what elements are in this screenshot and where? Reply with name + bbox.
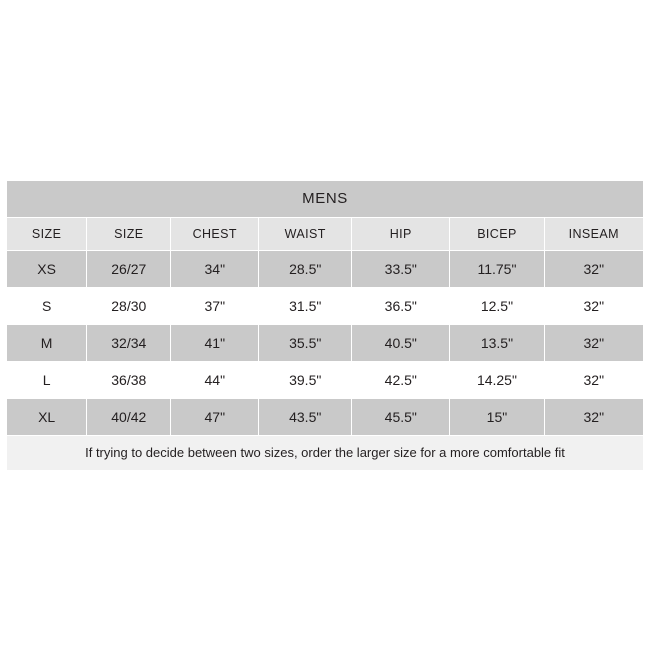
cell-waist: 39.5" [259,361,352,398]
size-chart-table [6,180,644,471]
cell-chest: 34" [171,250,259,287]
table-header-row [7,217,644,250]
size-chart-container [6,180,644,471]
cell-inseam: 32" [544,250,643,287]
column-header-inseam: INSEAM [544,217,643,250]
chart-title-row [7,180,644,217]
cell-hip: 33.5" [352,250,450,287]
column-header-chest: CHEST [171,217,259,250]
cell-hip: 42.5" [352,361,450,398]
cell-inseam: 32" [544,398,643,435]
cell-inseam: 32" [544,287,643,324]
cell-bicep: 11.75" [450,250,544,287]
cell-hip: 40.5" [352,324,450,361]
table-row [7,361,644,398]
column-header-waist: WAIST [259,217,352,250]
cell-waist: 43.5" [259,398,352,435]
cell-size-letter: S [7,287,87,324]
cell-bicep: 12.5" [450,287,544,324]
cell-size-numeric: 28/30 [87,287,171,324]
cell-hip: 36.5" [352,287,450,324]
cell-size-numeric: 36/38 [87,361,171,398]
table-row [7,324,644,361]
cell-size-letter: XS [7,250,87,287]
cell-chest: 47" [171,398,259,435]
column-header-size-letter: SIZE [7,217,87,250]
table-row [7,398,644,435]
cell-chest: 41" [171,324,259,361]
cell-waist: 28.5" [259,250,352,287]
cell-waist: 31.5" [259,287,352,324]
cell-bicep: 14.25" [450,361,544,398]
cell-hip: 45.5" [352,398,450,435]
cell-size-numeric: 40/42 [87,398,171,435]
column-header-size-numeric: SIZE [87,217,171,250]
cell-size-letter: L [7,361,87,398]
cell-inseam: 32" [544,324,643,361]
table-row [7,250,644,287]
cell-waist: 35.5" [259,324,352,361]
cell-inseam: 32" [544,361,643,398]
cell-size-letter: M [7,324,87,361]
cell-size-numeric: 26/27 [87,250,171,287]
cell-bicep: 15" [450,398,544,435]
cell-size-letter: XL [7,398,87,435]
table-row [7,287,644,324]
cell-bicep: 13.5" [450,324,544,361]
chart-footnote: If trying to decide between two sizes, order the larger size for a more comfortable fit [7,435,644,470]
column-header-bicep: BICEP [450,217,544,250]
column-header-hip: HIP [352,217,450,250]
cell-chest: 44" [171,361,259,398]
chart-footnote-row [7,435,644,470]
cell-size-numeric: 32/34 [87,324,171,361]
cell-chest: 37" [171,287,259,324]
chart-title: MENS [7,180,644,217]
